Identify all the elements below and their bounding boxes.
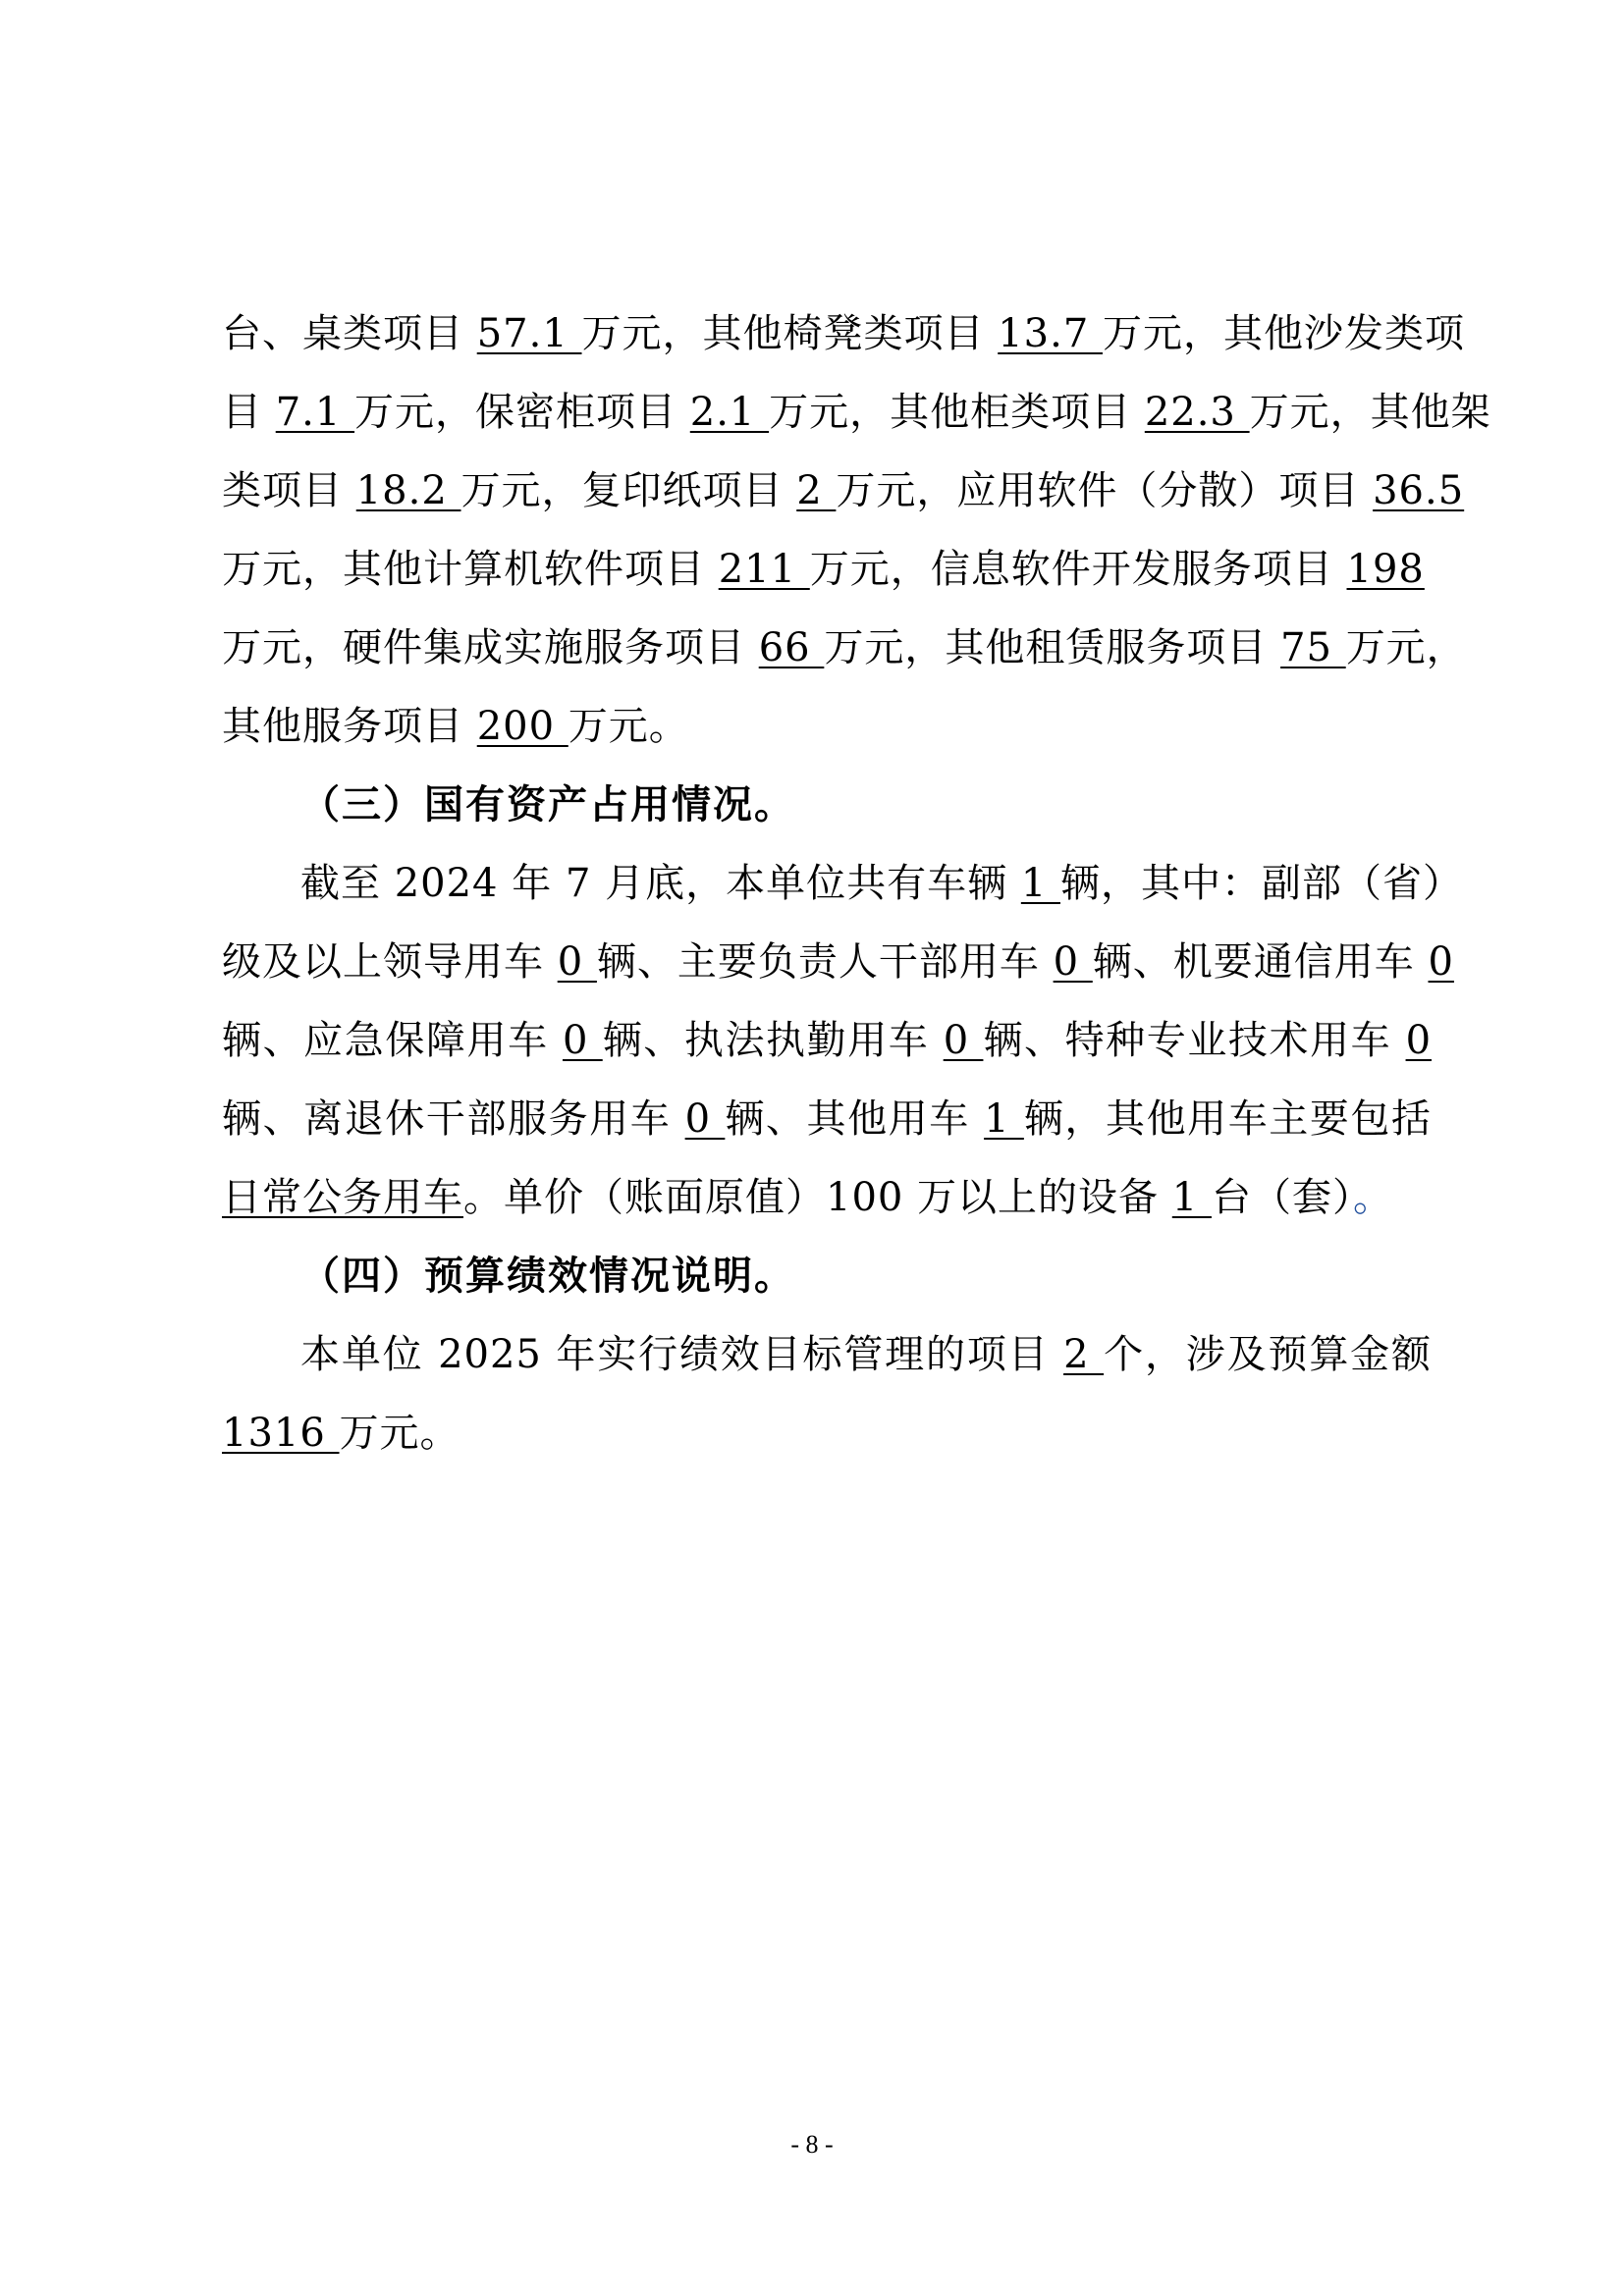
text-run: 万元。	[339, 1411, 460, 1456]
underlined-value: 0	[1428, 939, 1454, 985]
text-run: 万元，其他柜类项目	[769, 390, 1145, 435]
underlined-value: 18.2	[355, 468, 461, 513]
underlined-value: 13.7	[998, 311, 1103, 356]
underlined-value: 1316	[222, 1411, 340, 1456]
text-run: 其他服务项目	[222, 704, 477, 749]
s3-line-3	[222, 1011, 1432, 1070]
text-run: 辆、特种专业技术用车	[983, 1018, 1406, 1063]
underlined-value: 22.3	[1144, 390, 1250, 435]
section3-heading: （三）国有资产占用情况。	[300, 782, 795, 828]
underlined-value: 211	[718, 547, 810, 592]
text-run: 辆、机要通信用车	[1092, 939, 1429, 985]
s3-line-5	[222, 1168, 1432, 1227]
s3-line-2	[222, 933, 1454, 991]
text-run: 辆，其他用车主要包括	[1023, 1096, 1433, 1142]
text-run: 辆、其他用车	[725, 1096, 985, 1142]
text-run: 万元，应用软件（分散）项目	[836, 468, 1374, 513]
s3-line-1	[300, 854, 1463, 913]
text-run: 辆、执法执勤用车	[602, 1018, 944, 1063]
underlined-value: 1	[984, 1096, 1024, 1142]
underlined-value: 2	[796, 468, 837, 513]
text-run: 台、桌类项目	[222, 311, 477, 356]
text-run: 级及以上领导用车	[222, 939, 558, 985]
text-run: 万元，保密柜项目	[354, 390, 690, 435]
underlined-value: 1	[1020, 861, 1060, 906]
text-run: 本单位 2025 年实行绩效目标管理的项目	[300, 1332, 1064, 1377]
p1-line-4	[222, 540, 1432, 599]
underlined-value: 200	[476, 704, 568, 749]
p1-line-3	[222, 461, 1465, 520]
underlined-value: 2	[1063, 1332, 1105, 1377]
p1-line-1	[222, 304, 1465, 363]
text-run: 万元，硬件集成实施服务项目	[222, 625, 759, 670]
underlined-value: 198	[1346, 547, 1425, 592]
underlined-value: 75	[1280, 625, 1346, 670]
underlined-value: 0	[1405, 1018, 1433, 1063]
underlined-value: 36.5	[1373, 468, 1465, 513]
s3-line-4	[222, 1090, 1432, 1148]
underlined-value: 0	[684, 1096, 726, 1142]
underlined-value: 57.1	[476, 311, 582, 356]
text-run: 万元，复印纸项目	[460, 468, 797, 513]
text-run: 台（套）	[1211, 1175, 1353, 1220]
text-run: 万元，其他沙发类项	[1103, 311, 1465, 356]
underlined-value: 7.1	[275, 390, 355, 435]
underlined-value: 日常公务用车	[222, 1175, 463, 1220]
text-run: 辆、主要负责人干部用车	[596, 939, 1054, 985]
text-run: 。单价（账面原值）100 万以上的设备	[463, 1175, 1172, 1220]
underlined-value: 0	[562, 1018, 603, 1063]
underlined-value: 0	[943, 1018, 984, 1063]
text-run: 类项目	[222, 468, 356, 513]
text-run: 辆、离退休干部服务用车	[222, 1096, 685, 1142]
s4-line-1	[300, 1325, 1432, 1384]
text-run: 万元，其他架	[1249, 390, 1491, 435]
text-run: 万元。	[568, 704, 689, 749]
text-run: 目	[222, 390, 276, 435]
underlined-value: 0	[1053, 939, 1093, 985]
p1-line-2	[222, 383, 1491, 442]
underlined-value: 2.1	[689, 390, 770, 435]
underlined-value: 0	[557, 939, 597, 985]
text-run: 万元，	[1345, 625, 1467, 670]
text-run: 万元，信息软件开发服务项目	[809, 547, 1347, 592]
p1-line-5	[222, 618, 1467, 677]
text-run: 辆，其中：副部（省）	[1060, 861, 1463, 906]
underlined-value: 66	[758, 625, 825, 670]
underlined-value: 1	[1171, 1175, 1212, 1220]
text-run: 截至 2024 年 7 月底，本单位共有车辆	[300, 861, 1021, 906]
s4-line-2	[222, 1404, 1432, 1463]
text-run: 。	[1352, 1175, 1393, 1220]
section4-heading: （四）预算绩效情况说明。	[300, 1254, 795, 1299]
text-run: 万元，其他计算机软件项目	[222, 547, 719, 592]
text-run: 万元，其他椅凳类项目	[581, 311, 999, 356]
text-run: 辆、应急保障用车	[222, 1018, 563, 1063]
text-run: 个，涉及预算金额	[1104, 1332, 1432, 1377]
p1-line-6	[222, 697, 1432, 756]
text-run: 万元，其他租赁服务项目	[824, 625, 1281, 670]
page-number: - 8 -	[790, 2130, 834, 2159]
